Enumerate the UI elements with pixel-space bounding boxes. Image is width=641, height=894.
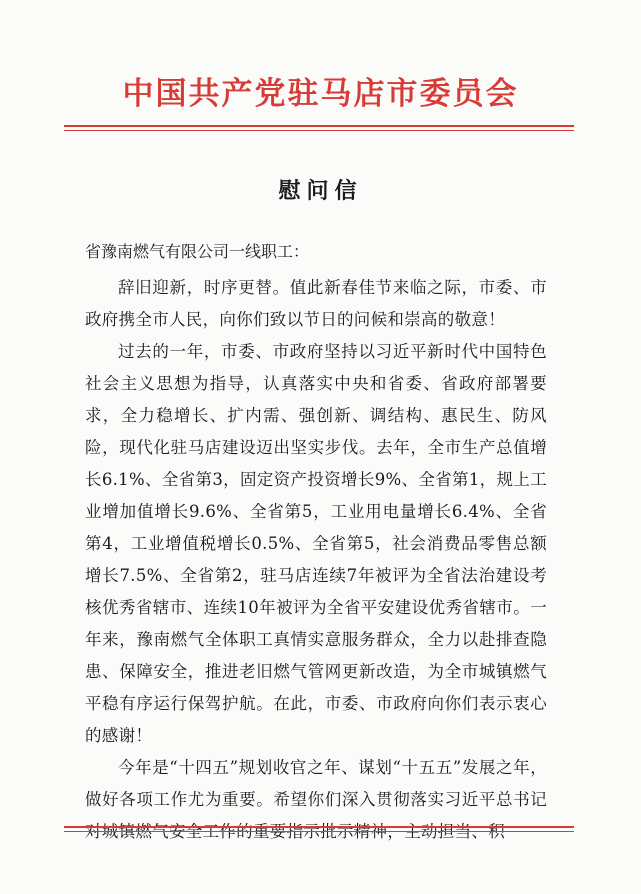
letter-title: 慰问信 xyxy=(278,178,363,204)
red-footer-divider xyxy=(64,826,574,832)
salutation: 省豫南燃气有限公司一线职工： xyxy=(85,242,310,261)
paragraph-outlook: 今年是“十四五”规划收官之年、谋划“十五五”发展之年，做好各项工作尤为重要。希望你们深入贯彻落实习近平总书记对城镇燃气安全工作的重要指示批示精神，主动担当、积 xyxy=(85,758,547,841)
red-header-divider xyxy=(64,125,574,131)
paragraph-review: 过去的一年，市委、市政府坚持以习近平新时代中国特色社会主义思想为指导，认真落实中央和省委、省政府部署要求，全力稳增长、扩内需、强创新、调结构、惠民生、防风险，现代化驻马店建设迈出坚实步伐。去年，全市生产总值增长6.1%、全省第3，固定资产投资增长9%、全省第1，规上工业增加值增长9.6%、全省第5，工业用电量增长6.4%、全省第4，工业增值税增长0.5%、全省第5，社会消费品零售总额增长7.5%、全省第2，驻马店连续7年被评为全省法治建设考核优秀省辖市、连续10年被评为全省平安建设优秀省辖市。一年来，豫南燃气全体职工真情实意服务群众，全力以赴排查隐患、保障安全，推进老旧燃气管网更新改造，为全市城镇燃气平稳有序运行保驾护航。在此，市委、市政府向你们表示衷心的感谢！ xyxy=(85,342,547,745)
letter-body xyxy=(85,272,547,848)
issuing-organization-header: 中国共产党驻马店市委员会 xyxy=(122,76,519,112)
paragraph-greeting: 辞旧迎新，时序更替。值此新春佳节来临之际，市委、市政府携全市人民，向你们致以节日的问候和崇高的敬意！ xyxy=(85,278,547,329)
